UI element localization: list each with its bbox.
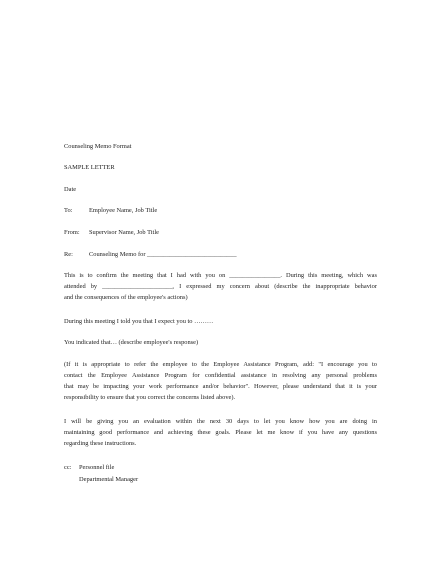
paragraph-1-line: This is to confirm the meeting that I had with you on ________________. During this meeting, which was [64,272,377,279]
from-label: From: [64,229,80,236]
paragraph-1-line: and the consequences of the employee's actions) [64,294,188,301]
paragraph-4-line: that may be impacting your work performance and/or behavior". However, please understand that it is your [64,383,377,390]
memo-heading: Counseling Memo Format [64,143,132,150]
cc-label: cc: [64,464,72,471]
paragraph-1-line: attended by ______________________, I expressed my concern about (describe the inappropriate behavior [64,283,377,290]
re-label: Re: [64,251,73,258]
date-label: Date [64,186,77,193]
sample-letter-label: SAMPLE LETTER [64,164,115,171]
paragraph-5-line: maintaining good performance and achieving these goals. Please let me know if you have any questions [64,429,377,436]
paragraph-5-line: I will be giving you an evaluation within the next 30 days to let you know how you are doing in [64,418,377,425]
from-value: Supervisor Name, Job Title [89,229,159,236]
re-value: Counseling Memo for ____________________________ [89,251,237,258]
to-value: Employee Name, Job Title [89,207,158,214]
paragraph-4-line: contact the Employee Assistance Program for confidential assistance in resolving any personal problems [64,372,377,379]
to-label: To: [64,207,73,214]
paragraph-4-line: (If it is appropriate to refer the employee to the Employee Assistance Program, add: "I encourage you to [64,361,377,368]
paragraph-4-line: responsibility to ensure that you correct the concerns listed above). [64,394,236,401]
cc-item: Personnel file [79,464,115,471]
cc-item: Departmental Manager [79,476,139,483]
paragraph-5-line: regarding these instructions. [64,440,137,447]
paragraph-3: You indicated that… (describe employee's response) [64,339,199,346]
paragraph-2: During this meeting I told you that I expect you to ……… [64,318,214,325]
